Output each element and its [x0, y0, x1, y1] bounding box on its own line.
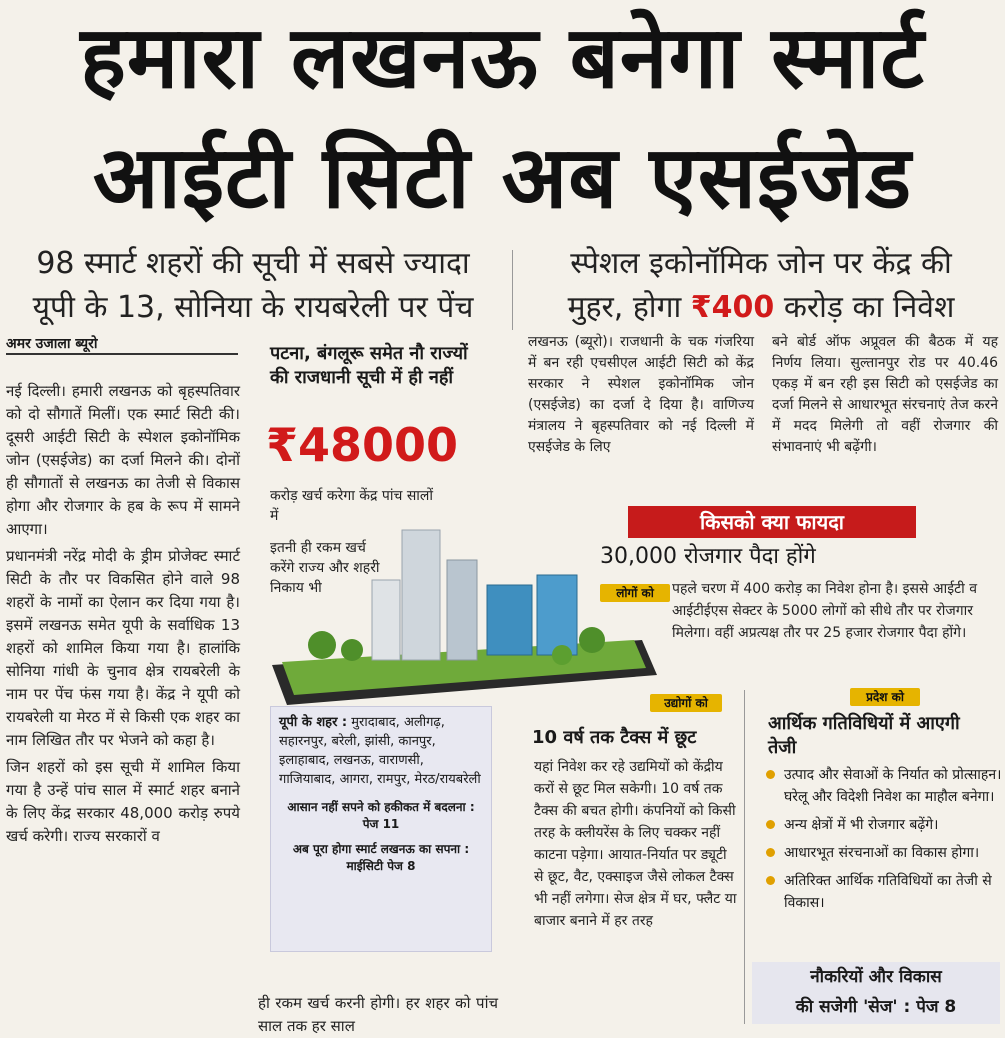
- investment-amount: ₹400: [690, 290, 775, 325]
- list-item: आधारभूत संरचनाओं का विकास होगा।: [784, 842, 1005, 864]
- jobs-headline: 30,000 रोजगार पैदा होंगे: [600, 544, 816, 569]
- byline: अमर उजाला ब्यूरो: [6, 334, 238, 355]
- tree: [308, 631, 336, 659]
- benefit-divider: [744, 690, 745, 1024]
- tree: [579, 627, 605, 653]
- mid-amount: ₹48000: [266, 418, 459, 472]
- tower-building: [447, 560, 477, 660]
- ref-link-2[interactable]: अब पूरा होगा स्मार्ट लखनऊ का सपना : माईसिटी पेज 8: [292, 842, 470, 873]
- paragraph: प्रधानमंत्री नरेंद्र मोदी के ड्रीम प्रोजेक्ट स्मार्ट सिटी के तौर पर विकसित होने वाले 98 शहरों के नामों का ऐलान कर दिया गया है। इसमें लखनऊ समेत यूपी के सर्वाधिक 13 शहरों को शामिल किया गया है। हालांकि सोनिया गांधी के चुनाव क्षेत्र रायबरेली के नाम पर पेंच फंस गया है। केंद्र ने यूपी को रायबरेली या मेरठ में से किसी एक शहर का नाम लिखित तौर पर भेजने को कहा है।: [6, 547, 240, 749]
- paragraph: जिन शहरों को इस सूची में शामिल किया गया है उन्हें पांच साल में स्मार्ट शहर बनाने के लिए केंद्र सरकार 48,000 करोड़ रुपये खर्च करेगी। राज्य सरकारों व: [6, 758, 240, 845]
- left-article-continued: ही रकम खर्च करनी होगी। हर शहर को पांच साल तक हर साल: [258, 994, 498, 1035]
- up-cities-list: मुरादाबाद, अलीगढ़, सहारनपुर, बरेली, झांसी, कानपुर, इलाहाबाद, लखनऊ, वाराणसी, गाजियाबाद, आगरा, रामपुर, मेरठ/रायबरेली: [279, 715, 481, 787]
- state-benefit-list: [762, 764, 1005, 920]
- tag-industry: उद्योगों को: [650, 694, 722, 712]
- promo-line-1: नौकरियों और विकास: [810, 967, 942, 987]
- deck-divider: [512, 250, 513, 330]
- glass-building: [537, 575, 577, 655]
- mid-sub-2: इतनी ही रकम खर्च करेंगे राज्य और शहरी निकाय भी: [270, 540, 380, 596]
- state-title: आर्थिक गतिविधियों में आएगी तेजी: [768, 713, 960, 758]
- tree: [552, 645, 572, 665]
- left-deck-line-2: यूपी के 13, सोनिया के रायबरेली पर पेंच: [32, 290, 474, 325]
- people-benefit-text: पहले चरण में 400 करोड़ का निवेश होना है। इससे आईटी व आईटीईएस सेक्टर के 5000 लोगों को सीधे तौर पर रोजगार मिलेगा। वहीं अप्रत्यक्ष तौर पर 25 हजार रोजगार पैदा होंगे।: [672, 581, 977, 641]
- promo-line-2: की सजेगी 'सेज' : पेज 8: [795, 997, 957, 1017]
- up-cities-text: [271, 707, 491, 795]
- mid-kicker: पटना, बंगलूरू समेत नौ राज्यों की राजधानी सूची में ही नहीं: [270, 343, 468, 388]
- up-cities-label: यूपी के शहर :: [279, 715, 348, 730]
- left-article-body: [6, 380, 240, 848]
- list-item: उत्पाद और सेवाओं के निर्यात को प्रोत्साहन। घरेलू और विदेशी निवेश का माहौल बनेगा।: [784, 764, 1005, 808]
- promo-box[interactable]: [752, 962, 1000, 1024]
- headline-line-2: आईटी सिटी अब एसईजेड: [92, 128, 913, 228]
- tag-state: प्रदेश को: [850, 688, 920, 706]
- paragraph: नई दिल्ली। हमारी लखनऊ को बृहस्पतिवार को दो सौगातें मिलीं। एक स्मार्ट सिटी की। दूसरी आईटी सिटी के स्पेशल इकोनॉमिक जोन (एसईजेड) का दर्जा मिलने की। दोनों ही सौगातों से लखनऊ का तेजी से विकास होगा और रोजगार के हब के रूप में सामने आएगा।: [6, 382, 240, 538]
- right-article-col-2: बने बोर्ड ऑफ अप्रूवल की बैठक में यह निर्णय लिया। सुल्तानपुर रोड पर 40.46 एकड़ में बन रही इस सिटी को एसईजेड का दर्जा मिलने से आधारभूत संरचनाएं तेज करने में मदद मिलेगी तो वहीं रोजगार की संभावनाएं भी बढ़ेंगी।: [772, 334, 998, 455]
- glass-building: [487, 585, 532, 655]
- smart-city-illustration: [262, 490, 662, 715]
- tag-people: लोगों को: [600, 584, 670, 602]
- headline-line-1: हमारा लखनऊ बनेगा स्मार्ट: [80, 8, 925, 108]
- right-deck: [522, 242, 1000, 330]
- industry-text: यहां निवेश कर रहे उद्यमियों को केंद्रीय करों से छूट मिल सकेगी। 10 वर्ष तक टैक्स की बचत होगी। कंपनियों को किसी तरह के क्लीयरेंस के लिए चक्कर नहीं काटना पड़ेगा। आयात-निर्यात पर ड्यूटी से छूट, वैट, एक्साइज जैसे लोकल टैक्स भी नहीं लगेगा। सेज क्षेत्र में घर, फ्लैट या बाजार बनाने में हर तरह: [534, 759, 737, 929]
- list-item: अन्य क्षेत्रों में भी रोजगार बढ़ेंगे।: [784, 814, 1005, 836]
- left-deck-line-1: 98 स्मार्ट शहरों की सूची में सबसे ज्यादा: [36, 246, 470, 281]
- tower-building: [402, 530, 440, 660]
- up-cities-box: [270, 706, 492, 952]
- right-deck-line-1: स्पेशल इकोनॉमिक जोन पर केंद्र की: [570, 246, 952, 281]
- tower-building: [372, 580, 400, 660]
- right-deck-line-2: मुहर, होगा ₹400 करोड़ का निवेश: [567, 290, 955, 325]
- list-item: अतिरिक्त आर्थिक गतिविधियों का तेजी से विकास।: [784, 870, 1005, 914]
- benefit-banner: किसको क्या फायदा: [628, 506, 916, 538]
- ref-link-1[interactable]: आसान नहीं सपने को हकीकत में बदलना : पेज 11: [287, 800, 475, 831]
- left-deck: [8, 242, 498, 330]
- tree: [341, 639, 363, 661]
- industry-title: 10 वर्ष तक टैक्स में छूट: [532, 727, 697, 748]
- right-article-col-1: लखनऊ (ब्यूरो)। राजधानी के चक गंजरिया में बन रही एचसीएल आईटी सिटी को केंद्र सरकार ने स्पेशल इकोनॉमिक जोन (एसईजेड) का दर्जा दे दिया है। वाणिज्य मंत्रालय ने बृहस्पतिवार को नई दिल्ली में एसईजेड के लिए: [528, 334, 754, 455]
- mid-sub-1: करोड़ खर्च करेगा केंद्र पांच सालों में: [270, 488, 434, 524]
